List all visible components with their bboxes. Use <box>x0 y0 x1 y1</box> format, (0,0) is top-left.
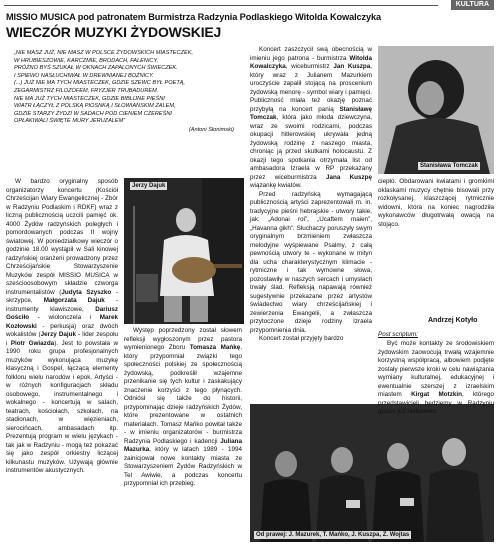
post-scriptum-label: Post scriptum: <box>378 331 418 338</box>
paragraph: Koncert zaszczycił swą obecnością w imieniu jego patrona - burmistrza Witolda Kowalczyka, wiceburmistrz Jan Kuszpa, który wraz z Julianem Mazurkiem uroczyście zapalił stojącą na proscenium żydowską menorę - symbol wiary i pamięci. Publiczność miała też okazję poznać przybyłą na koncert panią Stanisławę Tomczak, która jako młoda dziewczyna, wraz ze swoimi rodzicami, podczas okupacji hitlerowskiej ukrywała jedną żydowską rodzinę z naszego miasta, chroniąc ją przed skutkami holocaustu. Z okazji tego spotkania otrzymała list od ambasadora Izraela w RP przekazany przez wiceburmistrza Jana Kuszpę wiązankę kwiatów. <box>250 46 372 189</box>
article-kicker: MISSIO MUSICA pod patronatem Burmistrza Radzynia Podlaskiego Witolda Kowalczyka <box>6 12 382 22</box>
poem-line: GDZIE STARZY ŻYDZI W SADACH POD CIENIEM CZEREŚNI <box>14 110 172 117</box>
poem-line: ZEGARMISTRZ FILOZOFEM, FRYZJER TRUBADUREM. <box>14 87 159 94</box>
paragraph: Koncert został przyjęty bardzo <box>259 335 344 342</box>
author-signature: Andrzej Kotyło <box>428 317 478 324</box>
photo-woman <box>378 46 494 174</box>
article-headline: WIECZÓR MUZYKI ŻYDOWSKIEJ <box>6 24 222 40</box>
top-divider <box>4 5 438 6</box>
post-scriptum-text <box>378 340 494 417</box>
poem-line: „NIE MASZ JUŻ, NIE MASZ W POLSCE ŻYDOWSKICH MIASTECZEK, <box>14 50 194 56</box>
photo-caption: Od prawej: J. Mazurek, T. Mańko, J. Kuszpa, Z. Wojtas <box>256 532 410 538</box>
poem-line: NIE MA JUŻ TYCH MIASTECZEK, GDZIE BIBLIJNE PIEŚNI <box>14 95 165 102</box>
woman-image <box>378 46 494 174</box>
paragraph: W bardzo oryginalny sposób organizatorzy koncertu (Kościół Chrześcijan Wiary Ewangelicznej - Zbór w Radzyniu Podlaskim i RDKF) wraz z liczną publicznością uczcili pamięć ok. 4000 Żydów radzyńskich poległych i pomordowanych podczas II wojny światowej. W poniedziałkowy wieczór o godzinie 18.00 wystąpił w Sali kinowej radzyńskiej oranżerii prowadzony przez Chrześcijańskie Stowarzyszenie Muzyków zespół MISSIO MUSICA w sześcioosobowym składzie czworga instrumentalistów (Judyta Szyszko - skrzypce, Małgorzata Dajuk - instrumenty klawiszowe, Dariusz Gościło - wiolonczela i Marek Kozłowski - perkusja) oraz dwóch wokalistów (Jerzy Dajuk - lider zespołu i Piotr Gwiazda). Jest to powstała w 1990 roku grupa profesjonalnych muzyków wykonująca muzykę klasyczną i Gospel, łączącą elementy folkloru wielu narodów i epok. Artyści - w różnych konfiguracjach składu osobowego, instrumentalnego i wokalnego - koncertują w salach, teatrach, kościołach, szkołach, na stadionach, w więzieniach, sierocińcach, ambasadach itp. Prezentują program w wielu językach - tak jak w Radzyniu - mogą też pokazać się jako zespół orkiestry liczącej kilkunastu muzyków. Używają głównie instrumentów akustycznych. <box>6 178 119 474</box>
poem-epigraph <box>14 50 234 135</box>
paragraph: ciepło. Obdarowani kwiatami i gromkimi oklaskami muzycy chętnie bisowali przy rozkołysanej, klaszczącej rytmicznie widowni, która na koniec nagrodziła wykonawców długotrwałą owacją na stojąco. <box>378 178 494 228</box>
audience-image <box>250 404 494 542</box>
poem-author: (Antoni Słonimski) <box>188 126 234 133</box>
article-column-2 <box>124 327 242 489</box>
poem-line: OPŁAKIWALI ŚWIĘTE MURY JERUZALEM” <box>14 118 126 125</box>
poem-line: WIATR ŁĄCZYŁ Z POLSKĄ PIOSNKĄ I SŁOWIAŃSKIM ŻALEM, <box>14 103 176 110</box>
photo-guitarist <box>124 178 244 324</box>
paragraph: Występ poprzedzony został słowem refleksji wygłoszonym przez pastora wymienionego Zboru Tomasza Mańkę, który przypomniał związki tego społeczności polskiej ze społecznością żydowską, podkreślił wzajemne przenikanie się tych kultur i zaskakujący znaczenie korzyści z tego płynących. Odniósł się także do historii, przypominając dzieje radzyńskich Żydów, które prezentowane w ostatnich materiałach. Tomasz Mańko powitał także - w imieniu organizatorów - burmistrza Radzynia Podlaskiego i kadencji Juliana Mazurka, który w latach 1989 - 1994 zainicjował nowe kontakty miasta ze Stowarzyszeniem Żydów Radzyńskich w Tel Awiwie, a podczas koncertu przypomniał ich przebieg. <box>124 327 243 487</box>
poem-line: I SPIEWU NASŁUCHIWAŁ W DREWNIANEJ BOŻNICY. <box>14 72 154 79</box>
poem-line: PRÓŻNO BYŚ SZUKAŁ W OKNACH ZAPALONYCH ŚWIECZEK. <box>14 65 178 72</box>
article-column-4 <box>378 178 494 229</box>
paragraph: Być może kontakty ze środowiskiem żydowskim zaowocują trwałą wzajemnie korzystną współpracą, albowiem podjęte zostały pierwsze kroki w celu nawiązania wymiany kulturalnej, edukacyjnej i ewentualnie szerszej z izraelskim miastem Kirgat Motzkin, którego przedstawicieli będziemy w Radzyniu gościć już niebawem. <box>378 340 494 415</box>
section-badge: KULTURA <box>451 0 494 10</box>
photo-caption: Stanisława Tomczak <box>420 163 478 169</box>
guitarist-image <box>124 178 244 324</box>
top-rule <box>0 0 500 8</box>
poem-line: (...) JUŻ NIE MA TYCH MIASTECZEK, GDZIE SZEWC BYŁ POETĄ, <box>14 80 186 87</box>
paragraph: Przed radzyńską wymagającą publicznością artyści zaprezentowali m. in. tradycyjne pieśni hebrajskie - utwory takie, jak: „Adonai roi”, „Ucaftem maien”, „Havanna gikh”. Słuchaczy poruszyły swym oryginalnym brzmieniem zwłaszcza melodyjne wyśpiewane Psalmy, z całą pewnością utwory te - wykonane w mityn dla ucha charakterystycznym klimacie - rytmiczne i tak wymowne słowa, pozostawiły w naszych sercach i umysłach trwały ślad. Refleksją napawają również sugestywnie przekazane przez artystów świadectwo wiary chrześcijańskiej i zewierzenia Ewangelii, a zwłaszcza przytoczone dzieje rodziny Izraela przypomnienia dnia. <box>250 190 372 334</box>
poem-line: W HRUBIESZOWIE, KARCZMIE, BRODACH, FALENICY, <box>14 57 159 64</box>
article-column-1 <box>6 178 118 476</box>
photo-caption: Jerzy Dajuk <box>132 183 166 189</box>
photo-audience <box>250 404 494 542</box>
article-column-3 <box>250 46 372 344</box>
